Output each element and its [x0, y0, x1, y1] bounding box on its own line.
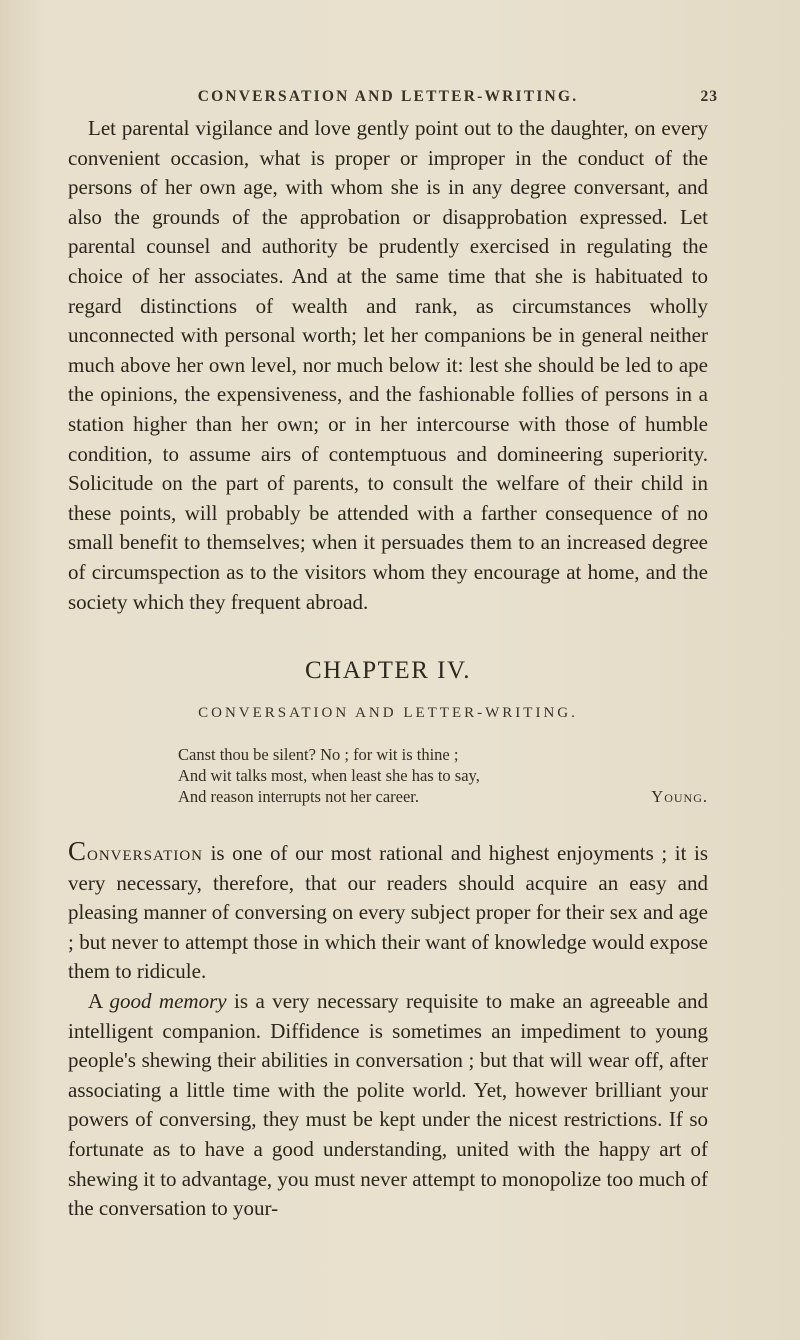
epigraph-line: And wit talks most, when least she has to say, [178, 766, 480, 786]
lead-rest: onversation [87, 841, 204, 866]
paragraph-parental-vigilance: Let parental vigilance and love gently point out to the daughter, on every convenient occasion, what is proper or improper in the conduct of the persons of her own age, with whom she is in any degree conversant, and also the grounds of the approbation or disapprobation expressed. Let parental counsel and authority be prudently exercised in regulating the choice of her associates. And at the same time that she is habituated to regard distinctions of wealth and rank, as circumstances wholly unconnected with personal worth; let her companions be in general neither much above her own level, nor much below it: lest she should be led to ape the opinions, the expensiveness, and the fashionable follies of persons in a station higher than her own; or in her intercourse with those of humble condition, to assume airs of contemptuous and domineering superiority. Solicitude on the part of parents, to consult the welfare of their child in these points, will probably be attended with a farther consequence of no small benefit to themselves; when it persuades them to an increased degree of circumspection as to the visitors whom they encourage at home, and the society which they frequent abroad. [68, 116, 708, 614]
running-title: CONVERSATION AND LETTER-WRITING. [197, 88, 579, 105]
paragraph-good-memory-before: A [88, 989, 110, 1014]
epigraph-line: And reason interrupts not her career. [178, 787, 419, 807]
paragraph-conversation-text: is one of our most rational and highest enjoyments ; it is very necessary, therefore, that our readers should acquire an easy and pleasing manner of conversing on every subject proper for their sex and age ; but never to attempt those in which their want of knowledge would expose them to ridicule. [68, 841, 708, 984]
paragraph-good-memory [68, 987, 708, 1224]
paragraph-conversation [68, 837, 708, 987]
chapter-title: CHAPTER IV. [304, 657, 472, 685]
epigraph-attribution: Young. [651, 787, 708, 807]
page-number: 23 [700, 88, 718, 105]
epigraph-line: Canst thou be silent? No ; for wit is thine ; [178, 745, 459, 765]
chapter-subtitle: CONVERSATION AND LETTER-WRITING. [198, 705, 578, 722]
epigraph-last-line [178, 786, 708, 807]
lead-word [68, 836, 204, 867]
running-header [68, 88, 718, 114]
paragraph-good-memory-after: is a very necessary requisite to make an agreeable and intelligent companion. Diffidence is sometimes an impediment to young people's shewing their abilities in conversation ; but that will wear off, after associating a little time with the polite world. Yet, however brilliant your powers of conversing, they must be kept under the nicest restrictions. If so fortunate as to have a good understanding, united with the happy art of shewing it to advantage, you must never attempt to monopolize too much of the conversation to your- [68, 989, 708, 1221]
epigraph [178, 744, 708, 807]
emphasis-good-memory: good memory [109, 989, 227, 1014]
lead-initial: C [68, 836, 88, 867]
